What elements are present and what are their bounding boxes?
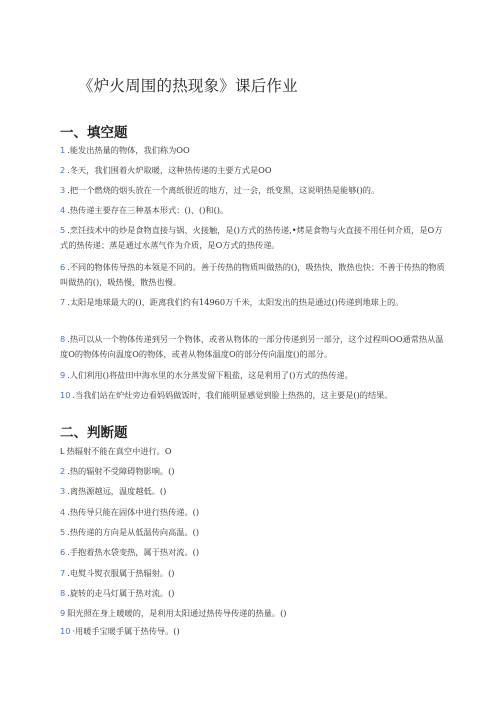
question-text: .热的辐射不受障碍物影响。() [67,466,175,476]
question-text: .热可以从一个物体传递到另一个物体，或者从物体的一部分传递到另一部分，这个过程叫OO通常热从温度O的物体传向温度O的物体，或者从物体温度O的部分传向温度()的部分。 [60,334,444,359]
document-title: 《炉火周围的热现象》课后作业 [78,77,298,95]
question-text: .当我们站在炉灶旁边看妈妈做饭时，我们能明显感觉到脸上热热的，这主要是()的结果。 [72,390,393,400]
question-text: .烹饪技术中的炒是食物直接与锅、火接触，是()方式的热传递,•烤是食物与火直接不用任何介质，是O方式的热传递；蒸是通过水蒸气作为介质，是O方式的热传递。 [60,225,443,250]
question-item [60,545,450,560]
question-number: 8 [60,334,66,344]
question-text: .手抱着热水袋变热，属于热对流。() [67,547,200,557]
question-text: .人们利用()将盐田中海水里的水分蒸发留下粗盐，这是利用了()方式的热传递。 [67,370,353,380]
question-text: .把一个燃烧的烟头放在一个离纸很近的地方，过一会，纸变黑，这说明热是能够()的。 [67,185,380,195]
question-item [60,368,450,383]
question-text: .离热源越远，温度越低。() [67,486,167,496]
question-item [60,183,450,198]
section-heading-true-false: 二、判断题 [60,425,128,441]
question-text: .能发出热量的物体，我们称为OO [67,145,190,155]
question-text: .电熨斗熨衣服属于热辐射。() [67,568,175,578]
question-number: 3 [60,185,66,195]
question-item [60,388,450,403]
question-text: .太阳是地球最大的()，距离我们约有14960万千米，太阳发出的热是通过()传递到地球上的。 [67,297,404,307]
question-text: 热辐射不能在真空中进行。O [66,446,172,456]
question-item [60,332,450,362]
question-number: 6 [60,262,66,272]
question-item [60,223,450,253]
question-item [60,260,450,290]
question-text: .热传递主要存在三种基本形式：()、()和()。 [67,205,229,215]
question-text: .冬天，我们围着火炉取暖，这种热传递的主要方式是OO [67,165,272,175]
question-text: .旋转的走马灯属于热对流。() [67,588,175,598]
question-number: 6 [60,547,66,557]
question-number: 7 [60,568,66,578]
question-item [60,484,450,499]
question-number: 8 [60,588,66,598]
question-item [60,203,450,218]
question-item [60,143,450,158]
question-item [60,525,450,540]
question-item [60,444,450,459]
question-number: 4 [60,205,66,215]
question-item [60,624,450,639]
question-number: 5 [60,527,66,537]
question-item [60,464,450,479]
question-number: 7 [60,297,66,307]
question-text: .热传导只能在固体中进行热传递。() [67,507,200,517]
section-heading-fill-in: 一、填空题 [60,125,128,141]
question-number: 4 [60,507,66,517]
question-item [60,505,450,520]
question-item [60,566,450,581]
question-number: 1 [60,145,66,155]
question-number: 9 [60,608,66,618]
question-number: 2 [60,466,66,476]
question-item [60,163,450,178]
question-item [60,586,450,601]
question-number: 3 [60,486,66,496]
question-number: L [60,446,65,456]
question-text: .热传递的方向是从低温传向高温。() [67,527,200,537]
question-number: 10 [60,390,71,400]
question-item [60,295,450,310]
question-text: ·用暖手宝暖手属于热传导。() [72,626,180,636]
question-item [60,606,450,621]
question-text: .不同的物体传导热的本领是不同的。善于传热的物质叫做热的()，吸热快，散热也快；不善于传热的物质叫做热的()，吸热慢，散热也慢。 [60,262,445,287]
question-text: 阳光照在身上暖暖的，是利用太阳通过热传导传递的热量。() [67,608,287,618]
question-number: 9 [60,370,66,380]
question-number: 2 [60,165,66,175]
question-number: 10 [60,626,71,636]
question-number: 5 [60,225,66,235]
